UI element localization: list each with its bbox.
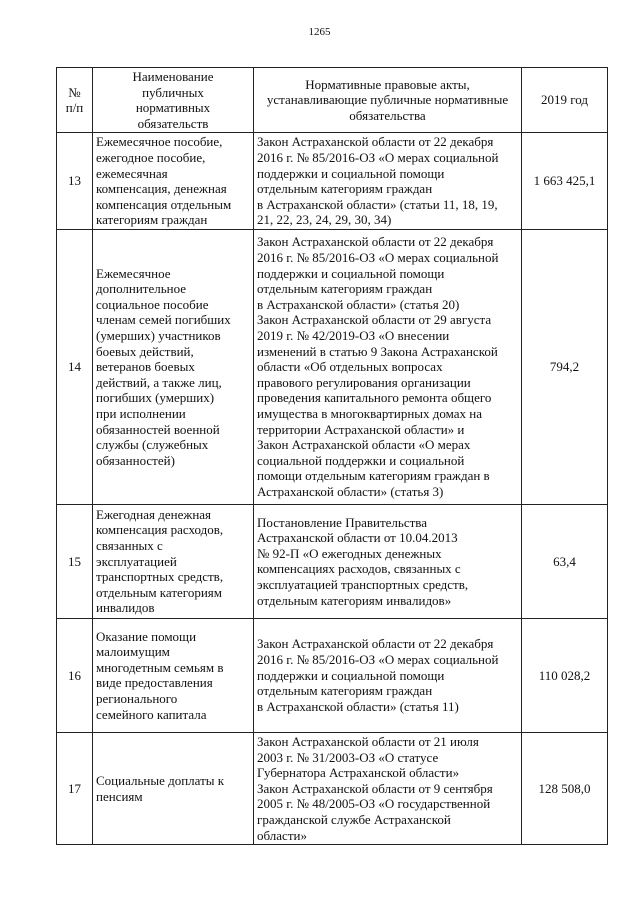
legal-acts: [254, 732, 522, 844]
table-row: [57, 618, 608, 732]
obligation-name: Социальные доплаты к пенсиям: [93, 732, 254, 844]
legal-act: Закон Астраханской области от 21 июля 2003 г. № 31/2003-ОЗ «О статусе Губернатора Астраханской области»: [257, 733, 479, 781]
amount-2019: 63,4: [522, 504, 608, 618]
legal-acts: [254, 504, 522, 618]
row-number: 15: [57, 504, 93, 618]
legal-act: Закон Астраханской области «О мерах социальной поддержки и социальной помощи отдельным категориям граждан в Астраханской области» (статья 3): [257, 437, 490, 499]
obligation-name: Ежемесячное пособие, ежегодное пособие, ежемесячная компенсация, денежная компенсация отдельным категориям граждан: [93, 133, 254, 230]
legal-act: Закон Астраханской области от 22 декабря 2016 г. № 85/2016-ОЗ «О мерах социальной поддержки и социальной помощи отдельным категориям граждан в Астраханской области» (статьи 11, 18, 19, 21, 22, 23, 24, 29, 30, 34): [257, 134, 499, 228]
page-number: 1265: [308, 26, 331, 38]
header-number: № п/п: [57, 68, 93, 133]
table-row: [57, 229, 608, 504]
legal-act: Закон Астраханской области от 22 декабря 2016 г. № 85/2016-ОЗ «О мерах социальной поддержки и социальной помощи отдельным категориям граждан в Астраханской области» (статья 11): [257, 636, 499, 714]
legal-acts: [254, 618, 522, 732]
row-number: 14: [57, 229, 93, 504]
legal-acts: [254, 229, 522, 504]
table-row: [57, 732, 608, 844]
amount-2019: 794,2: [522, 229, 608, 504]
legal-act: Закон Астраханской области от 29 августа 2019 г. № 42/2019-ОЗ «О внесении изменений в статью 9 Закона Астраханской области «Об отдельных вопросах правового регулирования организации проведения капитального ремонта общего имущества в многоквартирных домах на территории Астраханской области» и: [257, 312, 498, 437]
row-number: 13: [57, 133, 93, 230]
amount-2019: 1 663 425,1: [522, 133, 608, 230]
obligation-name: Ежемесячное дополнительное социальное пособие членам семей погибших (умерших) участников боевых действий, ветеранов боевых действий, а также лиц, погибших (умерших) при исполнении обязанностей военной службы (служебных обязанностей): [93, 229, 254, 504]
obligation-name: Ежегодная денежная компенсация расходов, связанных с эксплуатацией транспортных средств, отдельным категориям инвалидов: [93, 504, 254, 618]
header-year: 2019 год: [522, 68, 608, 133]
amount-2019: 110 028,2: [522, 618, 608, 732]
legal-act: Закон Астраханской области от 9 сентября 2005 г. № 48/2005-ОЗ «О государственной гражданской службе Астраханской области»: [257, 780, 493, 843]
table-header-row: [57, 68, 608, 133]
header-acts: Нормативные правовые акты, устанавливающие публичные нормативные обязательства: [254, 68, 522, 133]
legal-act: Постановление Правительства Астраханской области от 10.04.2013 № 92-П «О ежегодных денежных компенсациях расходов, связанных с эксплуатацией транспортных средств, отдельным категориям инвалидов»: [257, 514, 469, 608]
row-number: 16: [57, 618, 93, 732]
table-row: [57, 133, 608, 230]
amount-2019: 128 508,0: [522, 732, 608, 844]
table-row: [57, 504, 608, 618]
row-number: 17: [57, 732, 93, 844]
obligation-name: Оказание помощи малоимущим многодетным семьям в виде предоставления регионального семейного капитала: [93, 618, 254, 732]
legal-act: Закон Астраханской области от 22 декабря 2016 г. № 85/2016-ОЗ «О мерах социальной поддержки и социальной помощи отдельным категориям граждан в Астраханской области» (статья 20): [257, 234, 499, 312]
legal-acts: [254, 133, 522, 230]
obligations-table: [56, 67, 608, 845]
header-name: Наименование публичных нормативных обязательств: [93, 68, 254, 133]
